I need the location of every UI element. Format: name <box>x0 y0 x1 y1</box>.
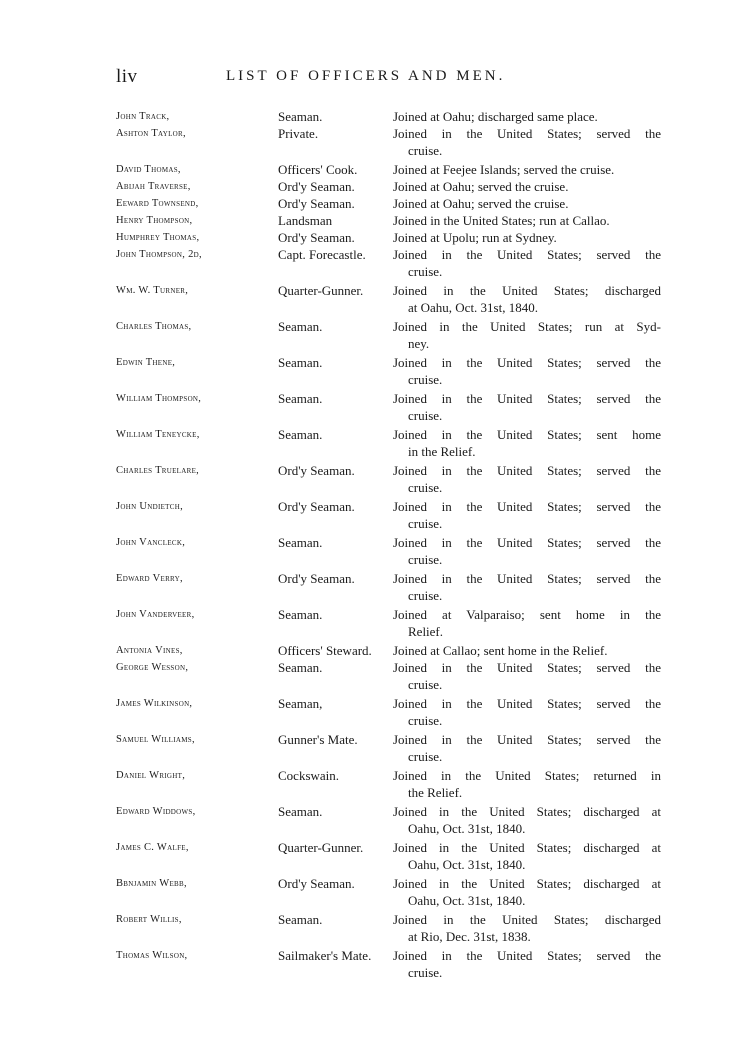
remark-line: at Oahu, Oct. 31st, 1840. <box>408 300 538 315</box>
remark-line: Joined at Oahu; served the cruise. <box>393 196 569 211</box>
crew-rank: Seaman. <box>278 607 323 622</box>
crew-rank: Seaman. <box>278 912 323 927</box>
crew-name: John Vancleck, <box>116 537 186 548</box>
crew-rank: Officers' Steward. <box>278 643 372 658</box>
roster-entry <box>116 354 661 388</box>
crew-rank: Ord'y Seaman. <box>278 463 355 478</box>
roster-entry <box>116 570 661 604</box>
crew-name: Charles Thomas, <box>116 321 192 332</box>
crew-remark <box>393 282 661 316</box>
roster-entry <box>116 803 661 837</box>
remark-line: cruise. <box>408 552 443 567</box>
crew-rank: Ord'y Seaman. <box>278 230 355 245</box>
roster-entry <box>116 947 661 981</box>
remark-line: Joined in the United States; served the <box>393 499 661 514</box>
crew-remark <box>393 498 661 532</box>
remark-line: Joined in the United States; run at Syd- <box>393 319 661 334</box>
remark-line: cruise. <box>408 480 443 495</box>
roster-entry <box>116 178 661 195</box>
roster-entry <box>116 875 661 909</box>
roster-entry <box>116 125 661 159</box>
crew-rank: Ord'y Seaman. <box>278 499 355 514</box>
roster-entry <box>116 318 661 352</box>
crew-rank: Seaman. <box>278 319 323 334</box>
roster-entry <box>116 229 661 246</box>
remark-line: in the Relief. <box>408 444 476 459</box>
crew-remark <box>393 911 661 945</box>
remark-line: Joined at Upolu; run at Sydney. <box>393 230 557 245</box>
running-title: LIST OF OFFICERS AND MEN. <box>226 68 506 84</box>
remark-line: cruise. <box>408 372 443 387</box>
crew-rank: Private. <box>278 126 319 141</box>
remark-line: Joined in the United States; served the <box>393 355 661 370</box>
crew-remark <box>393 212 661 229</box>
crew-rank: Quarter-Gunner. <box>278 840 364 855</box>
crew-name: Edward Widdows, <box>116 806 196 817</box>
crew-name: Ashton Taylor, <box>116 128 186 139</box>
crew-rank: Ord'y Seaman. <box>278 196 355 211</box>
crew-name: William Teneycke, <box>116 429 200 440</box>
crew-name: Edwin Thene, <box>116 357 176 368</box>
crew-remark <box>393 659 661 693</box>
roster-entry <box>116 390 661 424</box>
roster-entry <box>116 462 661 496</box>
roster-entry <box>116 161 661 178</box>
roster-entry <box>116 426 661 460</box>
crew-name: Edward Verry, <box>116 573 183 584</box>
roster-entry <box>116 606 661 640</box>
remark-line: Joined in the United States; discharged at <box>393 840 661 855</box>
crew-name: Bbnjamin Webb, <box>116 878 187 889</box>
crew-remark <box>393 161 661 178</box>
remark-line: Joined in the United States; served the <box>393 948 661 963</box>
remark-line: Joined in the United States; discharged at <box>393 876 661 891</box>
remark-line: Joined in the United States; returned in <box>393 768 661 783</box>
crew-rank: Seaman. <box>278 660 323 675</box>
crew-remark <box>393 318 661 352</box>
crew-remark <box>393 839 661 873</box>
page-number: liv <box>116 66 138 87</box>
crew-rank: Ord'y Seaman. <box>278 876 355 891</box>
crew-remark <box>393 125 661 159</box>
crew-remark <box>393 108 661 125</box>
crew-remark <box>393 354 661 388</box>
roster-entry <box>116 767 661 801</box>
crew-name: Samuel Williams, <box>116 734 195 745</box>
crew-remark <box>393 947 661 981</box>
remark-line: Joined at Feejee Islands; served the cruise. <box>393 162 615 177</box>
roster-entry <box>116 246 661 280</box>
remark-line: Joined in the United States; discharged <box>393 283 661 298</box>
crew-remark <box>393 767 661 801</box>
roster-entry <box>116 498 661 532</box>
crew-rank: Seaman. <box>278 427 323 442</box>
crew-rank: Seaman, <box>278 696 323 711</box>
crew-rank: Ord'y Seaman. <box>278 179 355 194</box>
crew-remark <box>393 195 661 212</box>
crew-name: Robert Willis, <box>116 914 182 925</box>
crew-rank: Landsman <box>278 213 333 228</box>
remark-line: Joined in the United States; sent home <box>393 427 661 442</box>
crew-remark <box>393 534 661 568</box>
remark-line: cruise. <box>408 588 443 603</box>
roster-entry <box>116 695 661 729</box>
crew-remark <box>393 570 661 604</box>
remark-line: Joined at Oahu; discharged same place. <box>393 109 598 124</box>
roster-entry <box>116 108 661 125</box>
crew-name: Thomas Wilson, <box>116 950 188 961</box>
roster-entry <box>116 642 661 659</box>
remark-line: Joined in the United States; served the <box>393 126 661 141</box>
remark-line: Oahu, Oct. 31st, 1840. <box>408 893 526 908</box>
crew-rank: Cockswain. <box>278 768 340 783</box>
remark-line: cruise. <box>408 713 443 728</box>
crew-remark <box>393 731 661 765</box>
remark-line: Joined in the United States; served the <box>393 535 661 550</box>
crew-rank: Quarter-Gunner. <box>278 283 364 298</box>
crew-rank: Capt. Forecastle. <box>278 247 366 262</box>
crew-remark <box>393 246 661 280</box>
remark-line: Joined in the United States; served the <box>393 571 661 586</box>
crew-rank: Officers' Cook. <box>278 162 358 177</box>
remark-line: Joined in the United States; discharged at <box>393 804 661 819</box>
remark-line: Joined in the United States; discharged <box>393 912 661 927</box>
roster-entry <box>116 534 661 568</box>
remark-line: Joined in the United States; run at Callao. <box>393 213 610 228</box>
crew-name: Wm. W. Turner, <box>116 285 189 296</box>
crew-name: Henry Thompson, <box>116 215 193 226</box>
crew-name: Humphrey Thomas, <box>116 232 200 243</box>
crew-name: Abijah Traverse, <box>116 181 191 192</box>
roster-entry <box>116 195 661 212</box>
remark-line: cruise. <box>408 677 443 692</box>
remark-line: Joined at Valparaiso; sent home in the <box>393 607 661 622</box>
roster-entry <box>116 839 661 873</box>
roster-entry <box>116 731 661 765</box>
remark-line: cruise. <box>408 516 443 531</box>
roster-entry <box>116 911 661 945</box>
crew-rank: Gunner's Mate. <box>278 732 358 747</box>
crew-name: John Thompson, 2d, <box>116 249 202 260</box>
crew-name: John Track, <box>116 111 170 122</box>
roster-entry <box>116 212 661 229</box>
crew-remark <box>393 462 661 496</box>
crew-name: William Thompson, <box>116 393 202 404</box>
crew-name: James C. Walfe, <box>116 842 189 853</box>
remark-line: Joined at Callao; sent home in the Relief. <box>393 643 608 658</box>
crew-name: Eeward Townsend, <box>116 198 199 209</box>
crew-remark <box>393 390 661 424</box>
remark-line: cruise. <box>408 408 443 423</box>
crew-rank: Seaman. <box>278 391 323 406</box>
crew-name: James Wilkinson, <box>116 698 193 709</box>
crew-remark <box>393 875 661 909</box>
remark-line: cruise. <box>408 965 443 980</box>
remark-line: Joined in the United States; served the <box>393 391 661 406</box>
remark-line: Joined at Oahu; served the cruise. <box>393 179 569 194</box>
remark-line: Joined in the United States; served the <box>393 247 661 262</box>
roster-entry <box>116 659 661 693</box>
crew-name: Charles Truelare, <box>116 465 200 476</box>
crew-name: George Wesson, <box>116 662 189 673</box>
crew-name: John Vanderveer, <box>116 609 195 620</box>
remark-line: ney. <box>408 336 430 351</box>
remark-line: cruise. <box>408 264 443 279</box>
roster-entry <box>116 282 661 316</box>
remark-line: Oahu, Oct. 31st, 1840. <box>408 857 526 872</box>
crew-remark <box>393 178 661 195</box>
remark-line: cruise. <box>408 143 443 158</box>
remark-line: the Relief. <box>408 785 463 800</box>
remark-line: Oahu, Oct. 31st, 1840. <box>408 821 526 836</box>
remark-line: Relief. <box>408 624 444 639</box>
crew-remark <box>393 803 661 837</box>
crew-rank: Seaman. <box>278 535 323 550</box>
crew-name: David Thomas, <box>116 164 181 175</box>
remark-line: Joined in the United States; served the <box>393 696 661 711</box>
remark-line: cruise. <box>408 749 443 764</box>
crew-remark <box>393 642 661 659</box>
remark-line: Joined in the United States; served the <box>393 732 661 747</box>
crew-rank: Ord'y Seaman. <box>278 571 355 586</box>
crew-name: Daniel Wright, <box>116 770 186 781</box>
crew-rank: Sailmaker's Mate. <box>278 948 372 963</box>
crew-rank: Seaman. <box>278 804 323 819</box>
remark-line: at Rio, Dec. 31st, 1838. <box>408 929 531 944</box>
crew-name: Antonia Vines, <box>116 645 183 656</box>
remark-line: Joined in the United States; served the <box>393 660 661 675</box>
remark-line: Joined in the United States; served the <box>393 463 661 478</box>
page-header <box>116 66 661 88</box>
crew-remark <box>393 606 661 640</box>
crew-remark <box>393 229 661 246</box>
crew-remark <box>393 695 661 729</box>
crew-roster <box>116 108 661 981</box>
crew-rank: Seaman. <box>278 109 323 124</box>
crew-remark <box>393 426 661 460</box>
crew-name: John Undietch, <box>116 501 184 512</box>
crew-rank: Seaman. <box>278 355 323 370</box>
